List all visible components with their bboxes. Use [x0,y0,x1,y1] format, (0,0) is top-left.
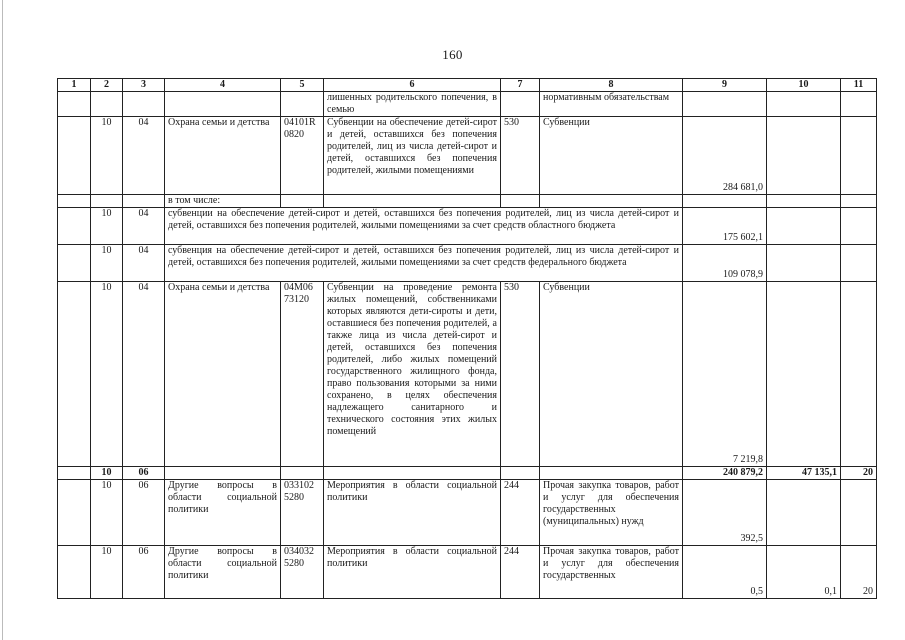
cell-amount-2 [767,208,841,245]
table-row [58,208,877,245]
cell-amount: 392,5 [683,480,767,546]
cell-col1 [58,245,91,282]
cell-amount-2: 0,1 [767,546,841,599]
cell-col11 [841,208,877,245]
cell-activity: Другие вопросы в области социальной политики [165,480,281,546]
cell-description: Мероприятия в области социальной политики [324,480,501,546]
cell-description [324,195,501,208]
cell-col1 [58,282,91,467]
cell-section [91,92,123,117]
cell-amount-2 [767,245,841,282]
column-number: 3 [123,79,165,92]
cell-col1 [58,208,91,245]
cell-subsection: 04 [123,117,165,195]
cell-amount: 284 681,0 [683,117,767,195]
column-number: 6 [324,79,501,92]
cell-subsection: 04 [123,208,165,245]
cell-amount-2 [767,195,841,208]
cell-description: Мероприятия в области социальной политики [324,546,501,599]
cell-subsection: 06 [123,546,165,599]
table-row [58,117,877,195]
cell-expense-type [501,92,540,117]
cell-description: Субвенции на проведение ремонта жилых помещений, собственниками которых являются дети-сироты и дети, оставшиеся без попечения родителей, а также лица из числа детей-сирот и детей, оставшихся без попечения родителей, либо жилых помещений государственного жилищного фонда, право пользования которыми за ними сохранено, в целях обеспечения надлежащего санитарного и технического состояния этих жилых помещений [324,282,501,467]
column-number: 4 [165,79,281,92]
cell-col1 [58,195,91,208]
column-number: 7 [501,79,540,92]
cell-activity: Охрана семьи и детства [165,117,281,195]
cell-subsection [123,195,165,208]
cell-activity [165,92,281,117]
cell-expense-type [501,467,540,480]
cell-description: Субвенции на обеспечение детей-сирот и детей, оставшихся без попечения родителей, лиц из числа детей-сирот и детей, оставшихся без попечения родителей, жилыми помещениями [324,117,501,195]
table-row-total [58,467,877,480]
cell-col11: 20 [841,467,877,480]
budget-table [57,78,877,599]
column-number: 5 [281,79,324,92]
table-row [58,480,877,546]
cell-subsection [123,92,165,117]
cell-amount: 240 879,2 [683,467,767,480]
cell-code: 04М06 73120 [281,282,324,467]
cell-expense-name: Прочая закупка товаров, работ и услуг для обеспечения государственных (муниципальных) нужд [540,480,683,546]
page-number: 160 [442,47,463,62]
cell-expense-type: 244 [501,480,540,546]
cell-code: 034032 5280 [281,546,324,599]
column-number: 2 [91,79,123,92]
cell-code: 04101R 0820 [281,117,324,195]
cell-section: 10 [91,282,123,467]
cell-col11 [841,117,877,195]
cell-subsection: 06 [123,467,165,480]
cell-section: 10 [91,245,123,282]
table-row [58,546,877,599]
cell-section: 10 [91,546,123,599]
column-number: 10 [767,79,841,92]
column-number: 11 [841,79,877,92]
cell-col1 [58,480,91,546]
column-number: 9 [683,79,767,92]
table-row [58,282,877,467]
table-row [58,245,877,282]
cell-col11 [841,92,877,117]
cell-spanning-description: субвенция на обеспечение детей-сирот и детей, оставшихся без попечения родителей, лиц из числа детей-сирот и детей, оставшихся без попечения родителей, жилыми помещениями за счет средств федерального бюджета [165,245,683,282]
cell-activity: Другие вопросы в области социальной политики [165,546,281,599]
cell-code [281,92,324,117]
scan-margin-line [2,0,3,640]
cell-expense-name: нормативным обязательствам [540,92,683,117]
cell-amount [683,195,767,208]
cell-activity: Охрана семьи и детства [165,282,281,467]
cell-amount [683,92,767,117]
cell-expense-name [540,195,683,208]
cell-section: 10 [91,467,123,480]
cell-col11: 20 [841,546,877,599]
cell-section: 10 [91,208,123,245]
cell-amount-2: 47 135,1 [767,467,841,480]
cell-amount-2 [767,92,841,117]
cell-col1 [58,117,91,195]
cell-expense-name [540,467,683,480]
table-row [58,195,877,208]
cell-section [91,195,123,208]
table-row [58,92,877,117]
cell-col11 [841,195,877,208]
cell-expense-type: 530 [501,117,540,195]
cell-col11 [841,480,877,546]
cell-activity: в том числе: [165,195,281,208]
cell-col11 [841,245,877,282]
cell-expense-type [501,195,540,208]
cell-subsection: 06 [123,480,165,546]
cell-expense-name: Субвенции [540,117,683,195]
cell-subsection: 04 [123,282,165,467]
cell-description [324,467,501,480]
cell-amount: 7 219,8 [683,282,767,467]
cell-code: 033102 5280 [281,480,324,546]
cell-subsection: 04 [123,245,165,282]
column-number: 8 [540,79,683,92]
cell-col1 [58,546,91,599]
cell-amount: 175 602,1 [683,208,767,245]
cell-description: лишенных родительского попечения, в семью [324,92,501,117]
cell-section: 10 [91,480,123,546]
cell-expense-name: Субвенции [540,282,683,467]
cell-amount-2 [767,117,841,195]
cell-col1 [58,467,91,480]
cell-section: 10 [91,117,123,195]
cell-col11 [841,282,877,467]
cell-expense-type: 530 [501,282,540,467]
column-number-row [58,79,877,92]
cell-amount-2 [767,480,841,546]
cell-amount: 109 078,9 [683,245,767,282]
cell-expense-type: 244 [501,546,540,599]
cell-expense-name: Прочая закупка товаров, работ и услуг для обеспечения государственных [540,546,683,599]
column-number: 1 [58,79,91,92]
cell-amount: 0,5 [683,546,767,599]
cell-spanning-description: субвенции на обеспечение детей-сирот и детей, оставшихся без попечения родителей, лиц из числа детей-сирот и детей, оставшихся без попечения родителей, жилыми помещениями за счет средств областного бюджета [165,208,683,245]
cell-code [281,467,324,480]
cell-col1 [58,92,91,117]
cell-activity [165,467,281,480]
cell-code [281,195,324,208]
cell-amount-2 [767,282,841,467]
